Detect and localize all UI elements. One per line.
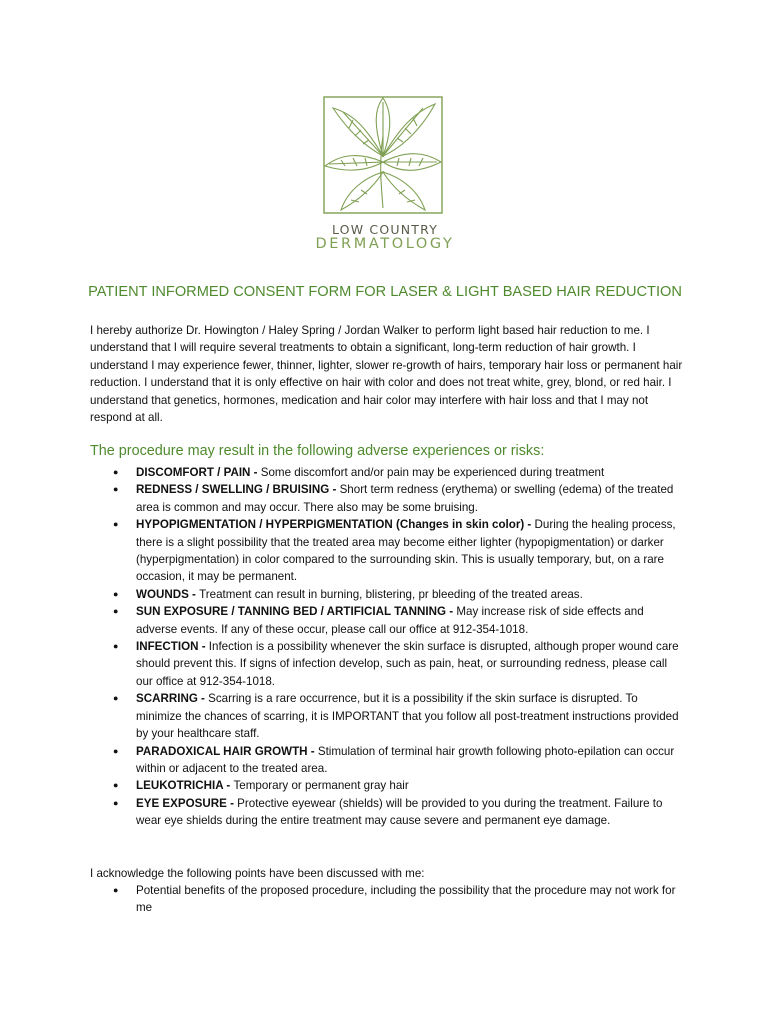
risk-text: Scarring is a rare occurrence, but it is a possibility if the skin surface is disrupted. To minimize the chances of scarring, it is IMPORTANT that you follow all post-treatment instructions provided by your healthcare staff.: [136, 692, 679, 741]
bullet-icon: ●: [113, 641, 119, 652]
acknowledge-item-text: Potential benefits of the proposed procedure, including the possibility that the procedure may not work for me: [136, 884, 676, 915]
clinic-logo: [300, 96, 470, 258]
risks-heading: The procedure may result in the following adverse experiences or risks:: [90, 443, 545, 459]
list-item: [0, 516, 681, 586]
acknowledge-list: [0, 882, 681, 917]
bullet-icon: ●: [113, 484, 119, 495]
risk-term: PARADOXICAL HAIR GROWTH -: [136, 744, 318, 758]
risk-term: DISCOMFORT / PAIN -: [136, 466, 261, 479]
bullet-icon: ●: [113, 467, 119, 477]
bullet-icon: ●: [113, 797, 119, 808]
bullet-icon: ●: [113, 588, 119, 599]
risk-text: Some discomfort and/or pain may be experienced during treatment: [260, 466, 605, 479]
risk-text: Temporary or permanent gray hair: [233, 779, 409, 793]
bullet-icon: ●: [113, 885, 119, 895]
list-item: [0, 882, 681, 917]
bullet-icon: ●: [113, 606, 119, 617]
risk-text: Infection is a possibility whenever the skin surface is disrupted, although proper wound care should prevent this. If signs of infection develop, such as pain, heat, or surrounding redness, please call our office at 912-354-1018.: [136, 640, 679, 688]
list-item: [0, 603, 681, 638]
risk-text: Protective eyewear (shields) will be provided to you during the treatment. Failure to wear eye shields during the entire treatment may cause severe and permanent eye damage.: [136, 796, 663, 828]
risk-term: REDNESS / SWELLING / BRUISING -: [136, 483, 340, 497]
risk-text: During the healing process, there is a slight possibility that the treated area may become either lighter (hypopigmentation) or darker (hyperpigmentation) in color compared to the surrounding skin. This is usually temporary, but, on a rare occasion, it may be permanent.: [136, 518, 676, 584]
list-item: [0, 690, 681, 742]
bullet-icon: ●: [113, 519, 119, 530]
logo-text-line1: LOW COUNTRY: [331, 222, 439, 237]
risk-term: SUN EXPOSURE / TANNING BED / ARTIFICIAL TANNING -: [136, 605, 457, 619]
bullet-icon: ●: [113, 745, 119, 756]
list-item: [0, 777, 681, 794]
bullet-icon: ●: [113, 780, 119, 791]
risk-list: [0, 464, 681, 830]
bullet-icon: ●: [113, 693, 119, 704]
risk-term: WOUNDS -: [136, 587, 200, 601]
risk-term: EYE EXPOSURE -: [136, 796, 238, 810]
list-item: [0, 481, 681, 516]
intro-paragraph: I hereby authorize Dr. Howington / Haley Spring / Jordan Walker to perform light based hair reduction to me. I understand that I will require several treatments to obtain a significant, long-term reduction of hair growth. I understand I may experience fewer, thinner, lighter, slower re-growth of hairs, temporary hair loss or permanent hair reduction. I understand that it is only effective on hair with color and does not treat white, grey, blond, or red hair. I understand that genetics, hormones, medication and hair color may interfere with hair loss and that I may not respond at all.: [90, 324, 683, 425]
risk-text: Treatment can result in burning, blistering, pr bleeding of the treated areas.: [199, 587, 583, 601]
acknowledge-intro: I acknowledge the following points have been discussed with me:: [90, 867, 425, 880]
risk-text: Short term redness (erythema) or swelling (edema) of the treated area is common and may occur. There also may be some bruising.: [136, 483, 674, 514]
list-item: [0, 638, 681, 690]
risk-term: LEUKOTRICHIA -: [136, 779, 234, 793]
risk-term: INFECTION -: [136, 640, 209, 654]
list-item: [0, 464, 681, 481]
risk-term: HYPOPIGMENTATION / HYPERPIGMENTATION (Changes in skin color) -: [136, 518, 535, 532]
list-item: [0, 586, 681, 603]
risk-term: SCARRING -: [136, 692, 209, 706]
risk-text: May increase risk of side effects and adverse events. If any of these occur, please call our office at 912-354-1018.: [136, 605, 644, 636]
risk-text: Stimulation of terminal hair growth following photo-epilation can occur within or adjacent to the treated area.: [136, 744, 675, 775]
logo-text-line2: DERMATOLOGY: [315, 236, 455, 252]
leaf-logo-icon: [323, 96, 443, 214]
form-title: PATIENT INFORMED CONSENT FORM FOR LASER & LIGHT BASED HAIR REDUCTION: [88, 284, 682, 300]
list-item: [0, 743, 681, 778]
list-item: [0, 795, 681, 830]
